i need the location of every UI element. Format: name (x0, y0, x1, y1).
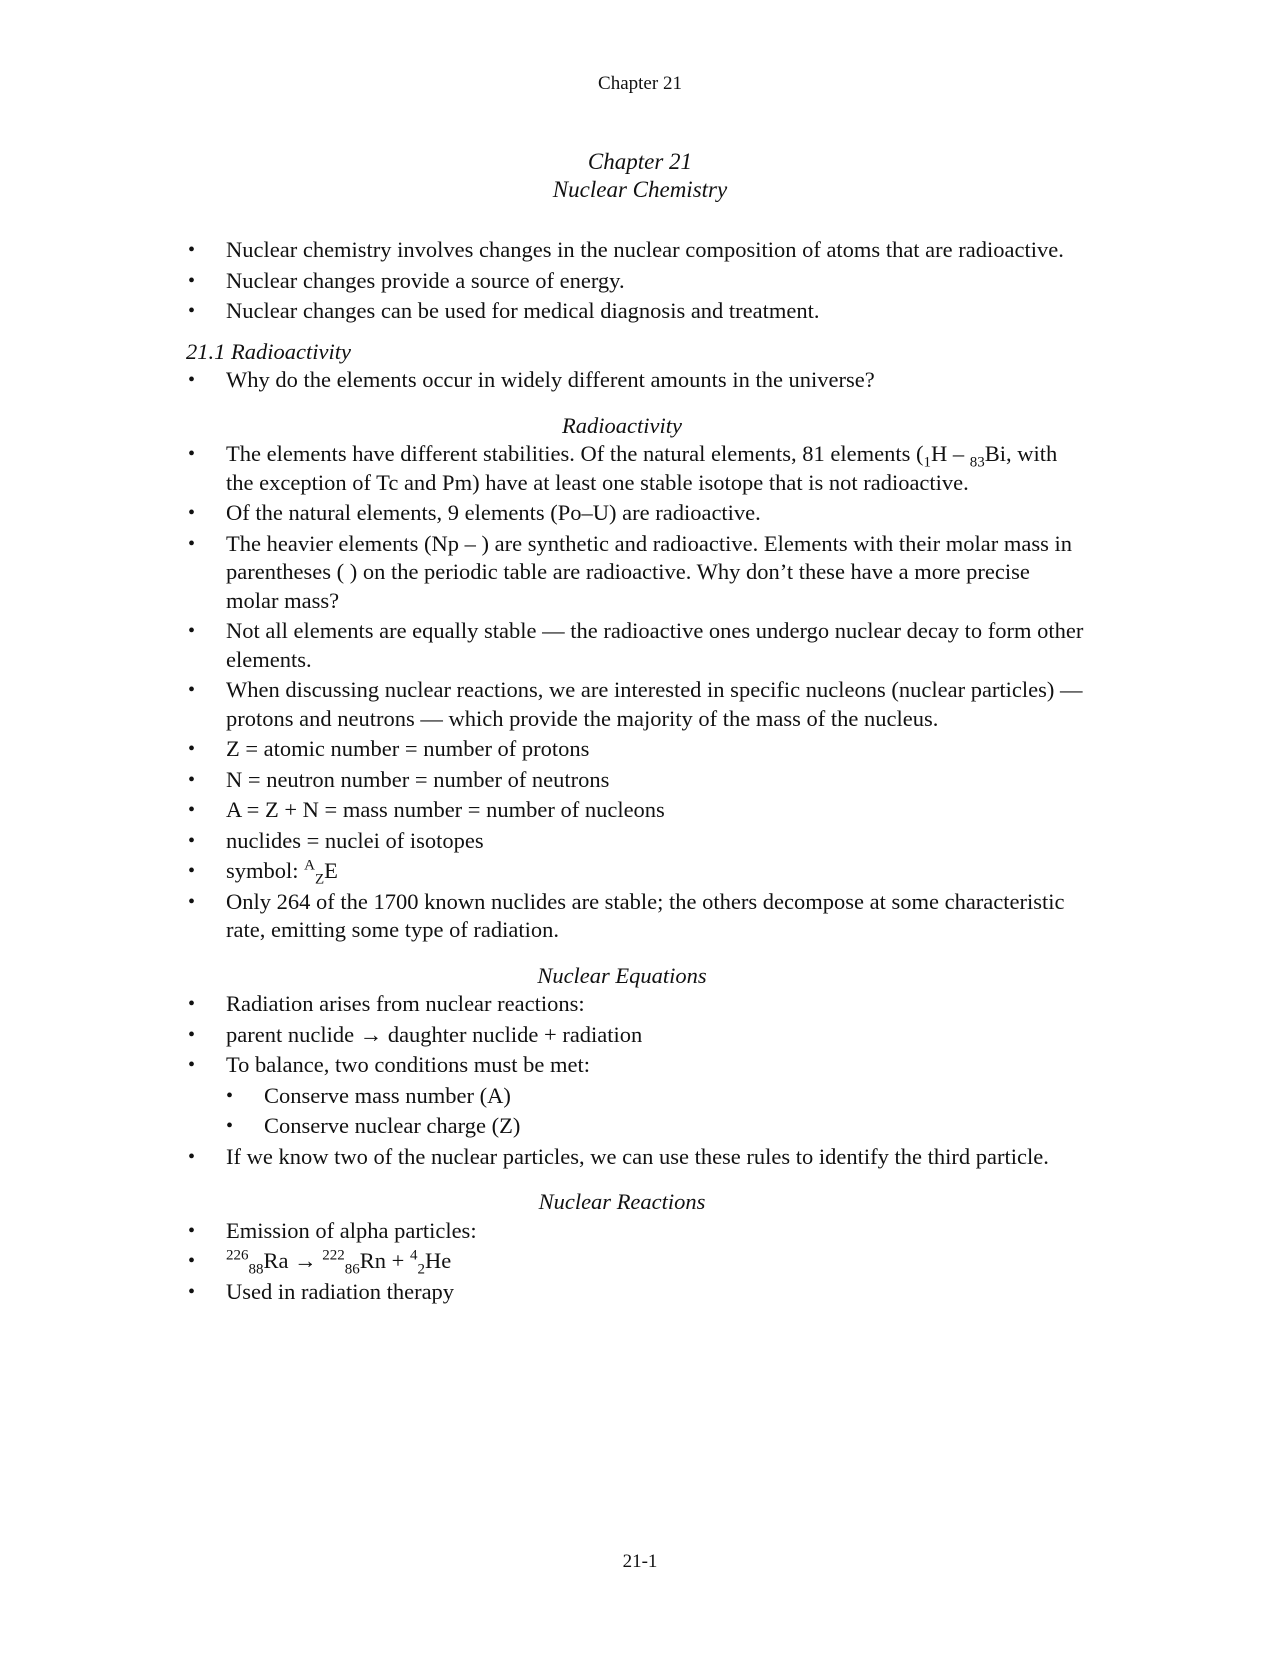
list-item: • The heavier elements (Np – ) are synthetic and radioactive. Elements with their molar mass in parentheses ( ) on the periodic table are radioactive. Why don’t these have a more precise molar mass? (186, 530, 1086, 616)
nuclear-equations-list (186, 990, 1086, 1080)
list-item: • A = Z + N = mass number = number of nucleons (186, 796, 1086, 825)
list-item: • Used in radiation therapy (186, 1278, 1086, 1307)
running-head: Chapter 21 (598, 73, 682, 94)
radioactivity-heading: Radioactivity (562, 412, 682, 438)
nuclear-equations-list-cont (186, 1143, 1086, 1172)
page-content (186, 236, 1086, 1308)
list-item: • Not all elements are equally stable — the radioactive ones undergo nuclear decay to form other elements. (186, 617, 1086, 674)
section-21-1-list (186, 366, 1086, 395)
nuclear-equations-heading: Nuclear Equations (537, 962, 707, 988)
list-item: • Nuclear changes provide a source of energy. (186, 267, 1086, 296)
chapter-subtitle: Nuclear Chemistry (552, 177, 728, 202)
section-heading-21-1: 21.1 Radioactivity (186, 338, 351, 364)
list-item: • To balance, two conditions must be met: (186, 1051, 1086, 1080)
list-item: • Emission of alpha particles: (186, 1217, 1086, 1246)
nuclear-reactions-list (186, 1217, 1086, 1307)
list-item: • Only 264 of the 1700 known nuclides are stable; the others decompose at some characteristic rate, emitting some type of radiation. (186, 888, 1086, 945)
list-item: • Why do the elements occur in widely different amounts in the universe? (186, 366, 1086, 395)
list-item: • nuclides = nuclei of isotopes (186, 827, 1086, 856)
list-item: • symbol: $^A_Z$E (186, 857, 1086, 886)
list-item: • Radiation arises from nuclear reactions: (186, 990, 1086, 1019)
chapter-title: Chapter 21 (587, 149, 693, 174)
intro-list (186, 236, 1086, 326)
list-item: • The elements have different stabilities. Of the natural elements, 81 elements ($_1H - _{83}Bi$, with the exception of Tc and Pm) have at least one stable isotope that is not radioactive. (186, 440, 1086, 497)
list-item: • Z = atomic number = number of protons (186, 735, 1086, 764)
balance-conditions-list (186, 1082, 1086, 1141)
list-item: • When discussing nuclear reactions, we are interested in specific nucleons (nuclear particles) — protons and neutrons — which provide the majority of the mass of the nucleus. (186, 676, 1086, 733)
radioactivity-list (186, 440, 1086, 945)
list-item: • Nuclear chemistry involves changes in the nuclear composition of atoms that are radioactive. (186, 236, 1086, 265)
title-block (0, 148, 1280, 204)
list-item: • N = neutron number = number of neutrons (186, 766, 1086, 795)
page-number: 21-1 (622, 1551, 658, 1572)
list-item: • Conserve mass number (A) (224, 1082, 1086, 1111)
list-item: • If we know two of the nuclear particles, we can use these rules to identify the third particle. (186, 1143, 1086, 1172)
list-item: • Of the natural elements, 9 elements (Po–U) are radioactive. (186, 499, 1086, 528)
list-item: • parent nuclide → daughter nuclide + radiation (186, 1021, 1086, 1050)
nuclear-reactions-heading: Nuclear Reactions (538, 1189, 706, 1214)
list-item: • Conserve nuclear charge (Z) (224, 1112, 1086, 1141)
list-item: • Nuclear changes can be used for medical diagnosis and treatment. (186, 297, 1086, 326)
alpha-decay-equation: • $^{226}_{88}$Ra → $^{222}_{86}$Rn + $^4_2$He (186, 1247, 1086, 1276)
